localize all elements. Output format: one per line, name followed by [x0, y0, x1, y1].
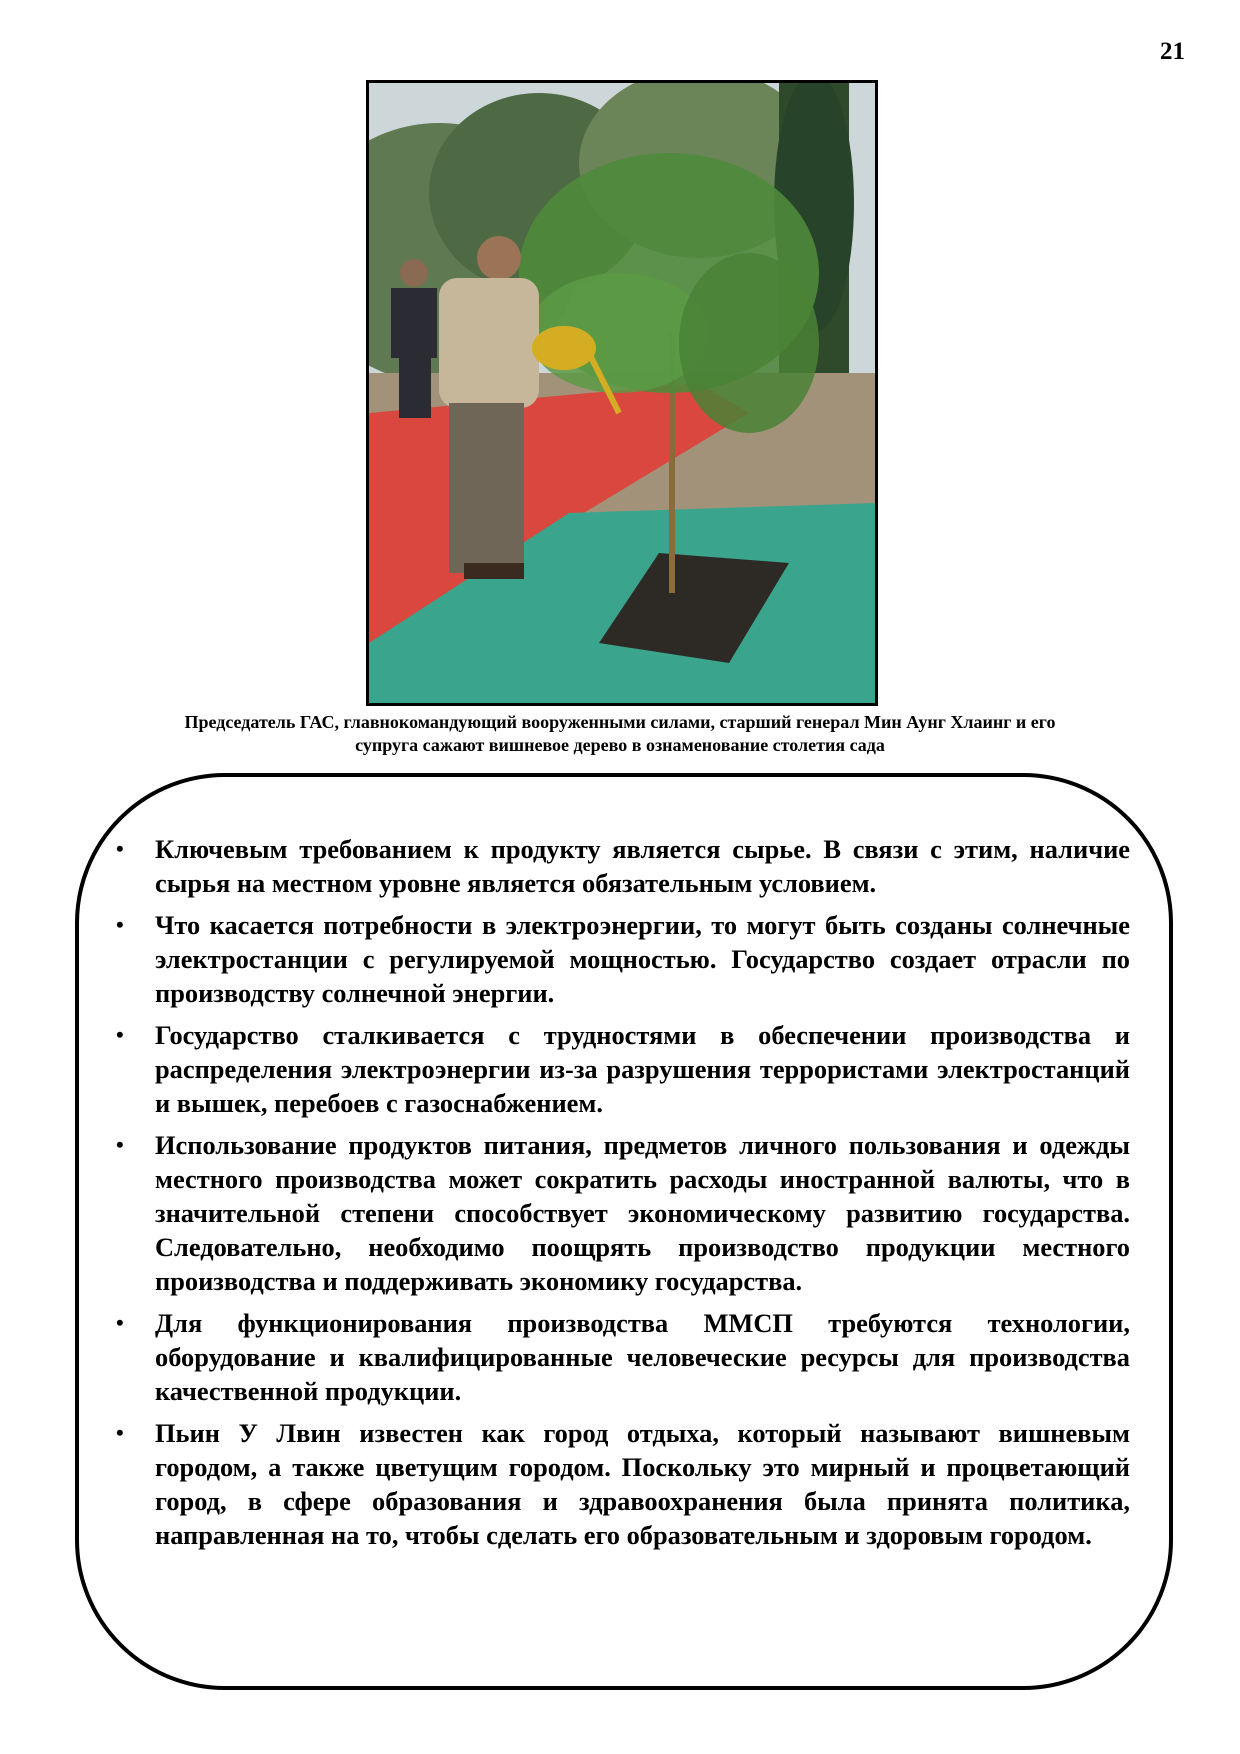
page-number: 21 — [1160, 38, 1185, 65]
list-item — [110, 1306, 1130, 1408]
tree-planting-photo — [366, 80, 878, 706]
bullet-list — [110, 832, 1130, 1560]
list-item-text: Использование продуктов питания, предметов личного пользования и одежды местного производства может сократить расходы иностранной валюты, что в значительной степени способствует экономическому развитию государства. Следовательно, необходимо поощрять производство продукции местного производства и поддерживать экономику государства. — [155, 1130, 1130, 1296]
list-item — [110, 1128, 1130, 1298]
caption-line-2: супруга сажают вишневое дерево в ознаменование столетия сада — [355, 735, 885, 755]
photo-caption — [100, 711, 1140, 757]
bullet-icon: • — [116, 912, 124, 937]
bullet-icon: • — [116, 1132, 124, 1157]
list-item — [110, 908, 1130, 1010]
list-item — [110, 1416, 1130, 1552]
bullet-icon: • — [116, 1310, 124, 1335]
list-item-text: Пьин У Лвин известен как город отдыха, который называют вишневым городом, а также цветущим городом. Поскольку это мирный и процветающий город, в сфере образования и здравоохранения была принята политика, направленная на то, чтобы сделать его образовательным и здоровым городом. — [155, 1418, 1130, 1550]
bullet-icon: • — [116, 836, 124, 861]
caption-line-1: Председатель ГАС, главнокомандующий вооруженными силами, старший генерал Мин Аунг Хлаинг и его — [184, 712, 1056, 732]
bullet-icon: • — [116, 1420, 124, 1445]
list-item — [110, 1018, 1130, 1120]
list-item-text: Для функционирования производства ММСП требуются технологии, оборудование и квалифицированные человеческие ресурсы для производства качественной продукции. — [155, 1308, 1130, 1406]
bullet-icon: • — [116, 1022, 124, 1047]
list-item-text: Государство сталкивается с трудностями в обеспечении производства и распределения электроэнергии из-за разрушения террористами электростанций и вышек, перебоев с газоснабжением. — [155, 1020, 1130, 1118]
list-item-text: Ключевым требованием к продукту является сырье. В связи с этим, наличие сырья на местном уровне является обязательным условием. — [155, 834, 1130, 898]
list-item — [110, 832, 1130, 900]
tree-planting-photo-icon — [369, 83, 875, 703]
list-item-text: Что касается потребности в электроэнергии, то могут быть созданы солнечные электростанции с регулируемой мощностью. Государство создает отрасли по производству солнечной энергии. — [155, 910, 1130, 1008]
